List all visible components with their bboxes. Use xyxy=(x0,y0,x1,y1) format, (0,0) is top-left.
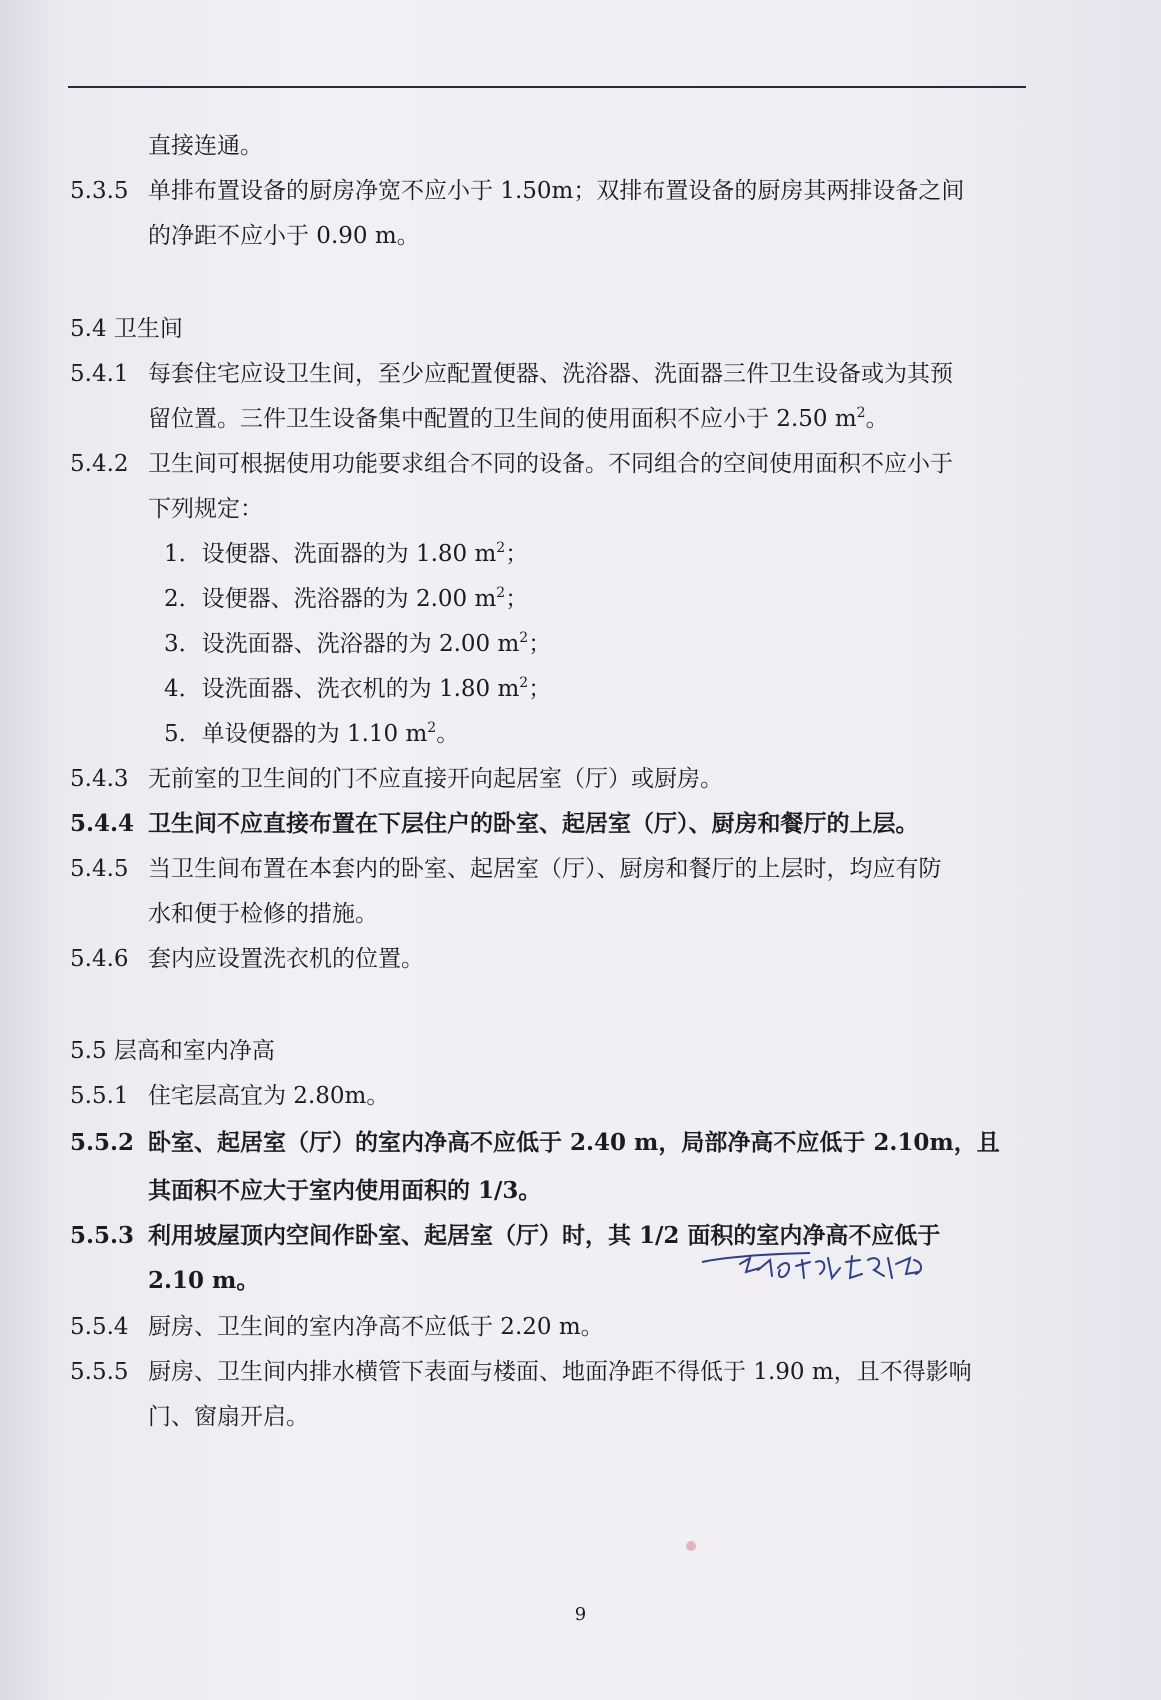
list-item: 3．设洗面器、洗浴器的为 2.00 $m^2$； xyxy=(164,630,552,657)
superscript: 2 xyxy=(496,540,506,556)
superscript: 2 xyxy=(856,405,866,421)
clause-number: 5.5.1 xyxy=(70,1083,129,1109)
clause-text: 套内应设置洗衣机的位置。 xyxy=(148,946,424,972)
clause-text: 。 xyxy=(865,406,889,432)
section-heading-5-5 xyxy=(70,1036,275,1066)
page-number: 9 xyxy=(574,1604,587,1625)
clause-text: 住宅层高宜为 2.80m。 xyxy=(148,1083,390,1109)
list-item: 5．单设便器的为 1.10 $m^2$。 xyxy=(164,720,460,747)
list-item: 4．设洗面器、洗衣机的为 1.80 $m^2$； xyxy=(164,675,552,702)
clause-text: 卫生间可根据使用功能要求组合不同的设备。不同组合的空间使用面积不应小于 xyxy=(148,451,953,477)
clause-text: 卫生间不应直接布置在下层住户的卧室、起居室（厅）、厨房和餐厅的上层。 xyxy=(148,810,919,837)
clause-5-4-1-cont xyxy=(148,404,889,434)
continuation-text: 直接连通。 xyxy=(148,133,263,159)
clause-text: 卧室、起居室（厅）的室内净高不应低于 2.40 m，局部净高不应低于 2.10m，且 xyxy=(148,1129,1000,1156)
superscript: 2 xyxy=(519,630,529,646)
clause-text: 当卫生间布置在本套内的卧室、起居室（厅）、厨房和餐厅的上层时，均应有防 xyxy=(148,856,942,882)
clause-5-5-2-cont: 其面积不应大于室内使用面积的 1/3。 xyxy=(148,1177,542,1204)
clause-text: 厨房、卫生间的室内净高不应低于 2.20 m。 xyxy=(148,1314,604,1340)
clause-5-4-5-cont: 水和便于检修的措施。 xyxy=(148,901,378,927)
clause-number: 5.4.3 xyxy=(70,766,129,792)
section-title: 卫生间 xyxy=(113,316,183,342)
clause-text: 单排布置设备的厨房净宽不应小于 1.50m；双排布置设备的厨房其两排设备之间 xyxy=(148,178,965,204)
clause-number: 5.4.6 xyxy=(70,946,129,972)
superscript: 2 xyxy=(427,720,437,736)
clause-number: 5.4.4 xyxy=(70,810,135,837)
clause-number: 5.5.5 xyxy=(70,1359,129,1385)
clause-number: 5.5.2 xyxy=(70,1129,135,1156)
clause-5-4-2-cont: 下列规定： xyxy=(148,496,263,522)
clause-text: 留位置。三件卫生设备集中配置的卫生间的使用面积不应小于 2.50 m xyxy=(148,406,857,432)
superscript: 2 xyxy=(519,675,529,691)
clause-5-5-3-cont: 2.10 m。 xyxy=(148,1267,260,1294)
clause-text: 利用坡屋顶内空间作卧室、起居室（厅）时，其 1/2 面积的室内净高不应低于 xyxy=(148,1222,941,1249)
clause-number: 5.4.2 xyxy=(70,451,129,477)
superscript: 2 xyxy=(496,585,506,601)
clause-number: 5.3.5 xyxy=(70,178,129,204)
clause-number: 5.5.4 xyxy=(70,1314,129,1340)
ink-dot xyxy=(686,1541,696,1551)
clause-text: 厨房、卫生间内排水横管下表面与楼面、地面净距不得低于 1.90 m，且不得影响 xyxy=(148,1359,972,1385)
section-title: 层高和室内净高 xyxy=(113,1038,275,1064)
clause-number: 5.4.5 xyxy=(70,856,129,882)
header-rule xyxy=(68,86,1026,88)
clause-5-3-5-cont: 的净距不应小于 0.90 m。 xyxy=(148,223,420,249)
clause-text: 每套住宅应设卫生间，至少应配置便器、洗浴器、洗面器三件卫生设备或为其预 xyxy=(148,361,953,387)
clause-5-5-5-cont: 门、窗扇开启。 xyxy=(148,1404,309,1430)
clause-number: 5.5.3 xyxy=(70,1222,135,1249)
section-number: 5.4 xyxy=(70,316,107,342)
section-heading-5-4 xyxy=(70,314,183,344)
section-number: 5.5 xyxy=(70,1038,107,1064)
list-item: 1．设便器、洗面器的为 1.80 $m^2$； xyxy=(164,540,529,567)
clause-number: 5.4.1 xyxy=(70,361,129,387)
list-item: 2．设便器、洗浴器的为 2.00 $m^2$； xyxy=(164,585,529,612)
clause-text: 无前室的卫生间的门不应直接开向起居室（厅）或厨房。 xyxy=(148,766,723,792)
